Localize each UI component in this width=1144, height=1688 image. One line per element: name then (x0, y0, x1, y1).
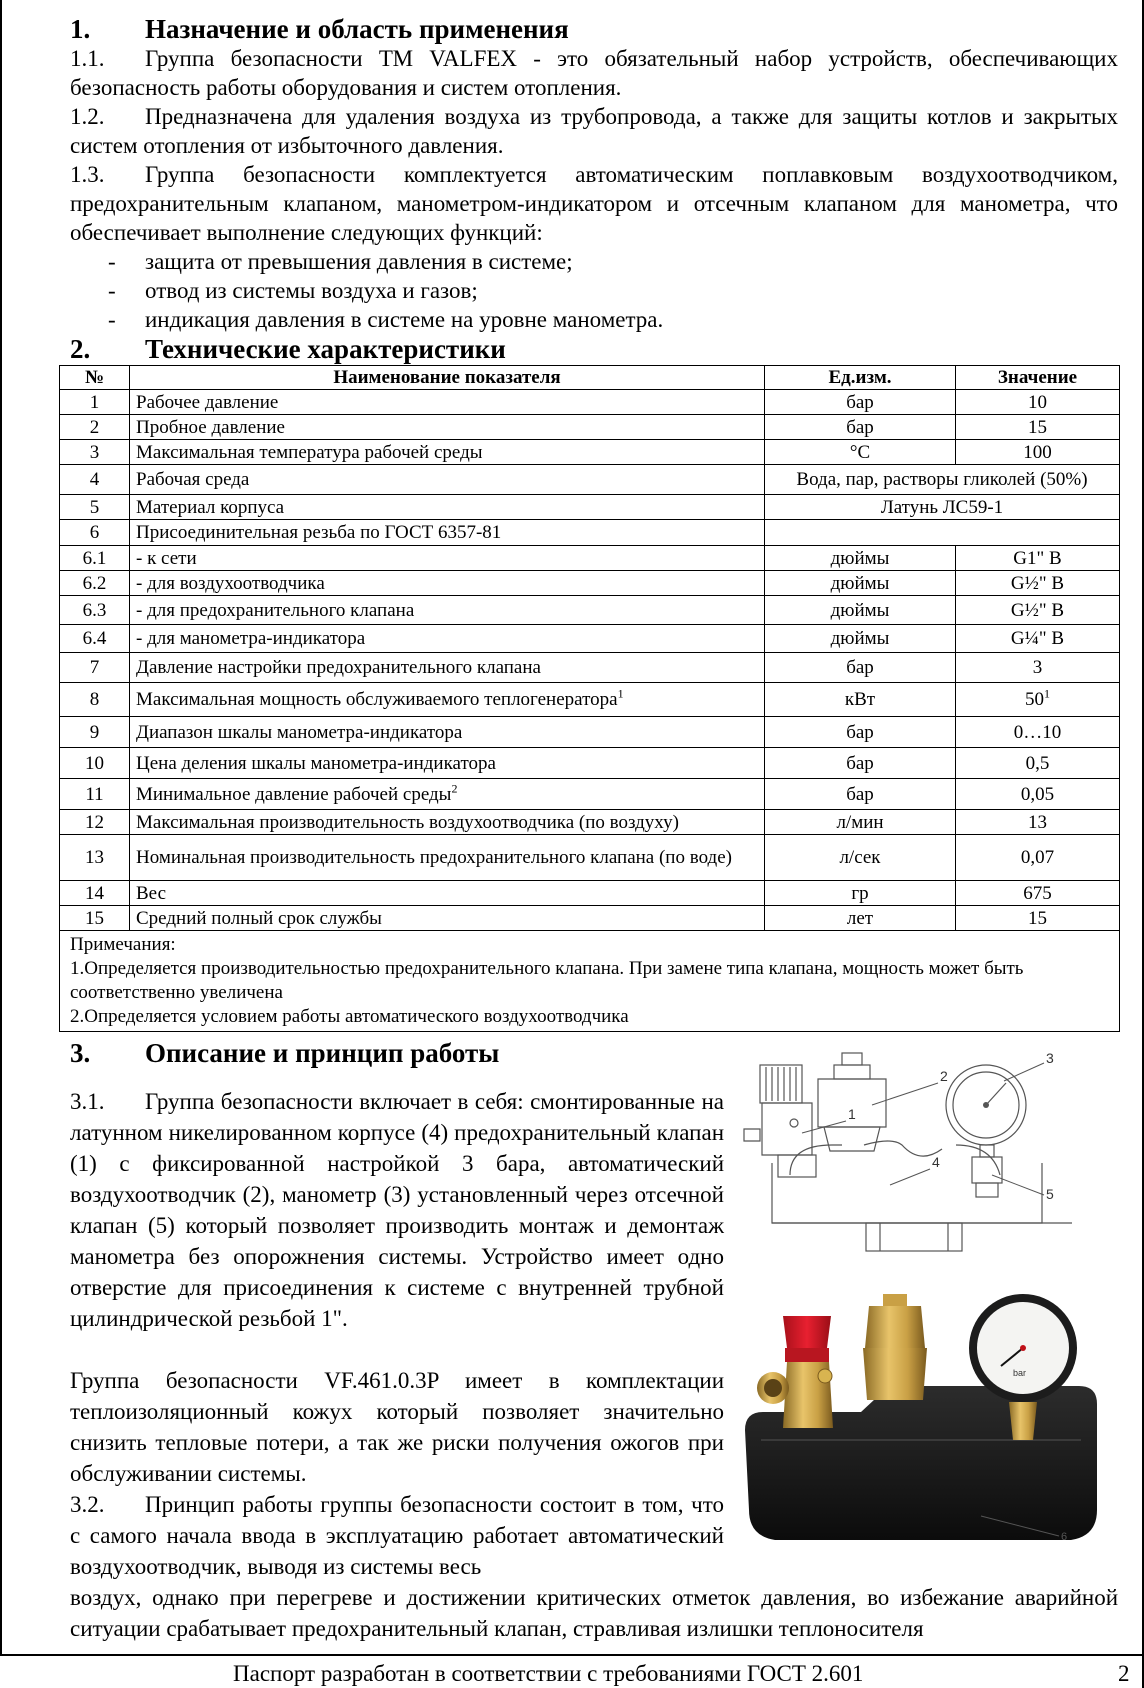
footer-text: Паспорт разработан в соответствии с требованиями ГОСТ 2.601 (233, 1661, 864, 1686)
section-2-heading: 2. Технические характеристики (70, 334, 506, 364)
table-row: 5 Материал корпуса Латунь ЛС59-1 (60, 495, 1120, 520)
gauge-unit-label: bar (1013, 1368, 1027, 1378)
table-row: 9 Диапазон шкалы манометра-индикатора бар 0…10 (60, 717, 1120, 748)
diagram-label-5: 5 (1046, 1186, 1054, 1202)
photo-label-6: 6 (1061, 1531, 1068, 1543)
diagram-label-2: 2 (940, 1068, 948, 1084)
col-header-unit: Ед.изм. (765, 366, 956, 390)
table-row: 10 Цена деления шкалы манометра-индикатора бар 0,5 (60, 748, 1120, 779)
col-header-value: Значение (956, 366, 1120, 390)
table-row: 4 Рабочая среда Вода, пар, растворы гликолей (50%) (60, 465, 1120, 495)
paragraph-3-1: 3.1. Группа безопасности включает в себя: смонтированные на латунном никелированном корпусе (4) предохранительный клапан (1) с фиксированной настройкой 3 бара, автоматический воздухоотводчик (2), манометр (3) установленный через отсечной клапан (5) который позволяет производить монтаж и демонтаж манометра без опорожнения системы. Устройство имеет одно отверстие для присоединения к системе с внутренней трубной цилиндрической резьбой 1". (70, 1089, 724, 1331)
table-header-row (60, 366, 1120, 390)
col-header-number: № (60, 366, 130, 390)
paragraph-3-1b: Группа безопасности VF.461.0.3P имеет в комплектации теплоизоляционный кожух который позволяет значительно снизить тепловые потери, а так же риски получения ожогов при обслуживании системы. (70, 1368, 724, 1486)
frame-left (0, 0, 2, 1655)
paragraph-3-2: 3.2. Принцип работы группы безопасности состоит в том, что с самого начала ввода в эксплуатацию работает автоматический воздухоотводчик, выводя из системы весь (70, 1492, 724, 1579)
table-row: 7 Давление настройки предохранительного клапана бар 3 (60, 653, 1120, 683)
paragraph-1-2: 1.2. Предназначена для удаления воздуха из трубопровода, а также для защиты котлов и закрытых систем отопления от избыточного давления. (70, 104, 1118, 158)
note-1: 1.Определяется производительностью предохранительного клапана. При замене типа клапана, мощность может быть соответственно увеличена (70, 958, 1024, 1003)
diagram-label-4: 4 (932, 1154, 940, 1170)
table-row: 6.4 - для манометра-индикатора дюймы G¼" В (60, 625, 1120, 653)
table-notes-row (60, 931, 1120, 1032)
frame-bottom (0, 1654, 1144, 1656)
safety-group-diagram (742, 1045, 1098, 1255)
safety-group-photo (741, 1290, 1103, 1556)
spec-table (59, 365, 1120, 1032)
table-row: 14 Вес гр 675 (60, 881, 1120, 906)
section-1-title: Назначение и область применения (145, 14, 569, 44)
bullet-item: - индикация давления в системе на уровне манометра. (108, 307, 664, 332)
col-header-name: Наименование показателя (130, 366, 765, 390)
table-row: 6.2 - для воздухоотводчика дюймы G½" В (60, 571, 1120, 596)
paragraph-1-3: 1.3. Группа безопасности комплектуется автоматическим поплавковым воздухоотводчиком, предохранительным клапаном, манометром-индикатором и отсечным клапаном для манометра, что обеспечивает выполнение следующих функций: (70, 162, 1118, 245)
diagram-label-1: 1 (848, 1106, 856, 1122)
notes-title: Примечания: (70, 934, 176, 955)
table-row: 6.1 - к сети дюймы G1" В (60, 546, 1120, 571)
table-row: 1 Рабочее давление бар 10 (60, 390, 1120, 415)
paragraph-1-1: 1.1. Группа безопасности ТМ VALFEX - это обязательный набор устройств, обеспечивающих безопасность работы оборудования и систем отопления. (70, 46, 1118, 100)
section-3-heading: 3. Описание и принцип работы (70, 1038, 500, 1068)
page-number: 2 (1118, 1661, 1130, 1686)
table-row: 12 Максимальная производительность воздухоотводчика (по воздуху) л/мин 13 (60, 810, 1120, 835)
table-row: 3 Максимальная температура рабочей среды °С 100 (60, 440, 1120, 465)
table-row: 8 Максимальная мощность обслуживаемого теплогенератора$^1$ кВт $50^1$ (60, 683, 1120, 717)
table-row: 6.3 - для предохранительного клапана дюймы G½" В (60, 596, 1120, 625)
table-row: 11 Минимальное давление рабочей среды$^2$ бар 0,05 (60, 779, 1120, 810)
diagram-label-3: 3 (1046, 1050, 1054, 1066)
table-row: 6 Присоединительная резьба по ГОСТ 6357-81 (60, 520, 1120, 546)
note-2: 2.Определяется условием работы автоматического воздухоотводчика (70, 1006, 629, 1027)
section-2-title: Технические характеристики (145, 334, 506, 364)
bullet-item: - отвод из системы воздуха и газов; (108, 278, 478, 303)
table-row: 13 Номинальная производительность предохранительного клапана (по воде) л/сек 0,07 (60, 835, 1120, 881)
paragraph-3-2-continued: воздух, однако при перегреве и достижении критических отметок давления, во избежание аварийной ситуации срабатывает предохранительный клапан, стравливая излишки теплоносителя (70, 1585, 1118, 1641)
section-3-title: Описание и принцип работы (145, 1038, 500, 1068)
table-row: 2 Пробное давление бар 15 (60, 415, 1120, 440)
bullet-item: - защита от превышения давления в системе; (108, 249, 573, 274)
section-1-heading: 1. Назначение и область применения (70, 14, 569, 44)
table-row: 15 Средний полный срок службы лет 15 (60, 906, 1120, 931)
